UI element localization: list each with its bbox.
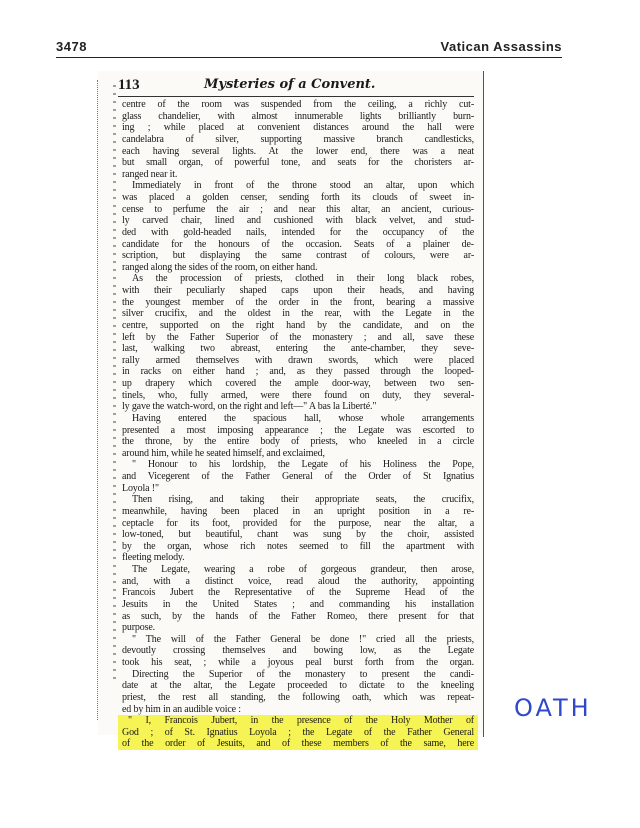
text-line: scription, but displaying the same contrast of colours, were ar- (122, 250, 474, 262)
text-line: in racks on either hand ; and, as they passed through the looped- (122, 366, 474, 378)
text-line: devoutly crossing themselves and bowing low, as the Legate (122, 645, 474, 657)
body-text (122, 99, 474, 750)
text-line: ceptacle for its foot, provided for the purpose, near the altar, a (122, 517, 474, 529)
text-line: Then rising, and taking their appropriate seats, the crucifix, (132, 494, 474, 506)
text-line: as such, by the hands of the Father Romeo, there present for that (122, 610, 474, 622)
text-line: ly carved chair, lined and cushioned with black velvet, and stud- (122, 215, 474, 227)
text-line: took his seat, ; while a joyous peal burst forth from the organ. (122, 657, 474, 668)
text-line: last, walking two abreast, entering the ante-chamber, they seve- (122, 343, 474, 355)
handwritten-oath-note: OATH (514, 694, 592, 722)
text-line: low-toned, but beautiful, chant was sung by the choir, assisted (122, 529, 474, 541)
text-line: around him, while he seated himself, and exclaimed, (122, 447, 325, 459)
text-line: cense to perfume the air ; and near this altar, an ancient, curious- (122, 203, 474, 215)
text-line: Francois Jubert the Representative of the Supreme Head of the (122, 587, 474, 599)
text-line: Having entered the spacious hall, whose whole arrangements (132, 412, 474, 424)
text-line: by the organ, whose rich notes seemed to fill the apartment with (122, 540, 474, 552)
text-line: " The will of the Father General be done !" cried all the priests, (132, 633, 474, 645)
text-line: " Honour to his lordship, the Legate of his Holiness the Pope, (132, 459, 474, 471)
text-line: ranged near it. (122, 168, 178, 180)
text-line: ded with gold-headed nails, intended for the occupancy of the (122, 226, 474, 238)
running-head-rule (118, 96, 474, 97)
text-line: but small organ, of powerful tone, and seats for the choristers ar- (122, 157, 474, 169)
text-line: tinels, who, fully armed, were there found on duty, they several- (122, 389, 474, 401)
running-title: Mysteries of a Convent. (204, 77, 376, 92)
book-title: Vatican Assassins (440, 39, 562, 54)
text-line: with their peculiarly shaped caps upon their heads, and having (122, 285, 474, 296)
text-line: centre of the room was suspended from the ceiling, a richly cut- (122, 99, 474, 110)
folio: 113 (118, 77, 140, 93)
scan-border-right (483, 71, 484, 737)
text-line: The Legate, wearing a robe of gorgeous grandeur, then arose, (132, 564, 474, 575)
page-number: 3478 (56, 39, 87, 54)
text-line: up drapery which covered the ample door-way, between two sen- (122, 378, 474, 389)
text-line: ranged along the sides of the room, on either hand. (122, 261, 318, 273)
text-line: presented a most imposing appearance ; the Legate was escorted to (122, 424, 474, 436)
header-rule (56, 57, 562, 58)
text-line: candidate for the honours of the occasion. Seats of a plainer de- (122, 238, 474, 250)
text-line: priest, the rest all standing, the following oath, which was repeat- (122, 691, 474, 703)
highlighted-text-line: of the order of Jesuits, and of these members of the same, here (118, 738, 478, 750)
text-line: Immediately in front of the throne stood an altar, upon which (132, 180, 474, 192)
scan-border-left (97, 80, 98, 720)
text-line: Jesuits in the United States ; and commanding his installation (122, 598, 474, 610)
text-line: each having several lights. At the lower end, there was a neat (122, 145, 474, 157)
text-line: centre, supported on the right hand by the candidate, and on the (122, 319, 474, 331)
text-line: fleeting melody. (122, 552, 185, 564)
text-line: As the procession of priests, clothed in their long black robes, (132, 273, 474, 285)
text-line: meanwhile, having been placed in an upright position in a re- (122, 505, 474, 517)
highlighted-text-line: God ; of St. Ignatius Loyola ; the Legate of the Father General (118, 727, 478, 739)
text-line: purpose. (122, 622, 155, 634)
text-line: ly gave the watch-word, on the right and left—" A bas la Liberté." (122, 401, 377, 413)
text-line: and Vicegerent of the Father General of the Order of St Ignatius (122, 471, 474, 482)
text-line: silver crucifix, and the oldest in the rear, with the Legate in the (122, 308, 474, 320)
text-line: candelabra of silver, supporting massive branch candlesticks, (122, 133, 474, 145)
text-line: was placed a golden censer, sending forth its clouds of sweet in- (122, 192, 474, 203)
text-line: rally armed themselves with drawn swords, which were placed (122, 354, 474, 366)
text-line: Loyola !" (122, 482, 159, 494)
text-line: the youngest member of the order in the front, bearing a massive (122, 296, 474, 308)
text-line: glass chandelier, with almost innumerable lights brilliantly burn- (122, 110, 474, 122)
highlighted-text-line: " I, Francois Jubert, in the presence of the Holy Mother of (118, 715, 478, 727)
text-line: date at the altar, the Legate proceeded to dictate to the kneeling (122, 680, 474, 692)
margin-ticks (113, 85, 116, 685)
text-line: left by the Father Superior of the monastery ; and all, save these (122, 331, 474, 343)
text-line: and, with a distinct voice, read aloud the authority, appointing (122, 575, 474, 587)
text-line: the throne, by the entire body of priests, who kneeled in a circle (122, 436, 474, 448)
text-line: ing ; while placed at convenient distances around the hall were (122, 122, 474, 134)
text-line: ed by him in an audible voice : (122, 703, 241, 715)
text-line: Directing the Superior of the monastery to present the candi- (132, 668, 474, 680)
